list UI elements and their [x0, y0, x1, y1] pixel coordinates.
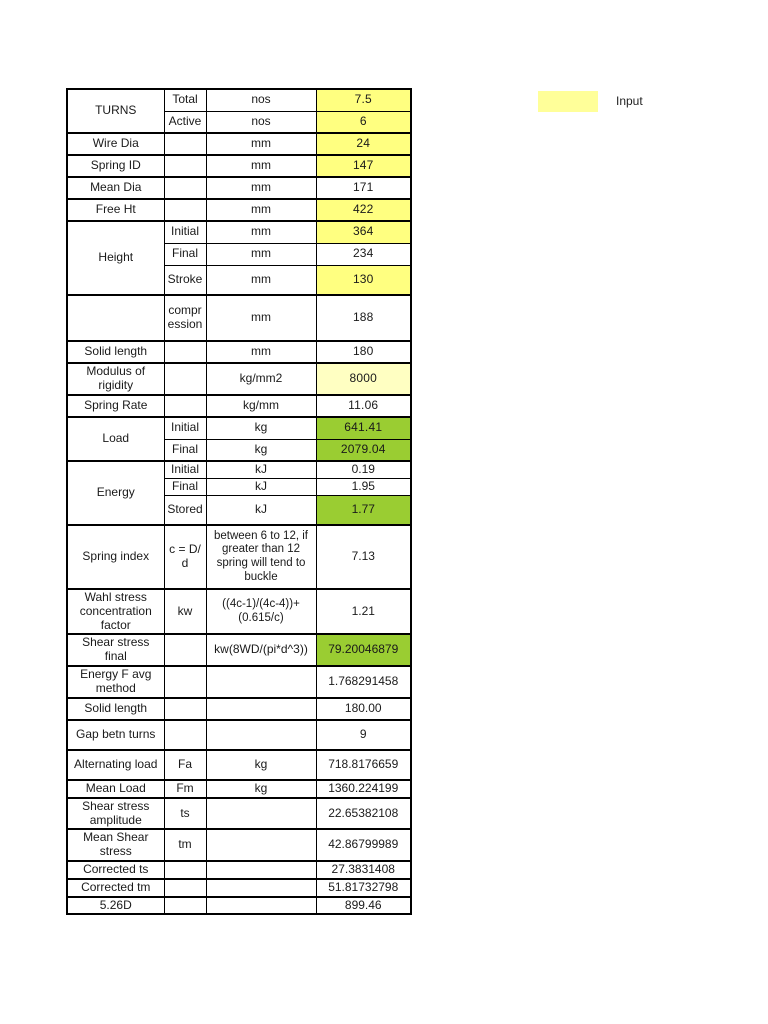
- table-row: [67, 89, 411, 111]
- table-row: [67, 295, 411, 341]
- table-row: [67, 525, 411, 589]
- value-cell: 718.8176659: [316, 750, 411, 780]
- value-cell: 42.86799989: [316, 829, 411, 861]
- parameter-cell: Height: [67, 221, 164, 295]
- table-row: [67, 363, 411, 395]
- symbol-cell: compression: [164, 295, 206, 341]
- value-cell: 9: [316, 720, 411, 750]
- table-row: [67, 879, 411, 897]
- value-cell: 7.13: [316, 525, 411, 589]
- unit-cell: nos: [206, 89, 316, 111]
- table-row: [67, 589, 411, 634]
- value-cell: 147: [316, 155, 411, 177]
- parameter-cell: Wire Dia: [67, 133, 164, 155]
- table-row: [67, 861, 411, 879]
- value-cell: 1.768291458: [316, 666, 411, 698]
- table-row: [67, 155, 411, 177]
- symbol-cell: [164, 199, 206, 221]
- parameter-cell: Wahl stress concentration factor: [67, 589, 164, 634]
- value-cell: 1360.224199: [316, 780, 411, 798]
- table-row: [67, 133, 411, 155]
- table-row: [67, 750, 411, 780]
- unit-cell: mm: [206, 295, 316, 341]
- value-cell: 8000: [316, 363, 411, 395]
- value-cell: 27.3831408: [316, 861, 411, 879]
- spring-calculation-table: [66, 88, 412, 915]
- symbol-cell: [164, 698, 206, 720]
- parameter-cell: Modulus of rigidity: [67, 363, 164, 395]
- symbol-cell: Initial: [164, 221, 206, 243]
- unit-cell: kg/mm2: [206, 363, 316, 395]
- value-cell: 899.46: [316, 897, 411, 915]
- table-row: [67, 461, 411, 478]
- unit-cell: mm: [206, 133, 316, 155]
- table-row: [67, 417, 411, 439]
- symbol-cell: Initial: [164, 461, 206, 478]
- value-cell: 171: [316, 177, 411, 199]
- symbol-cell: Initial: [164, 417, 206, 439]
- symbol-cell: Active: [164, 111, 206, 133]
- symbol-cell: [164, 720, 206, 750]
- table-row: [67, 177, 411, 199]
- symbol-cell: Stored: [164, 495, 206, 525]
- value-cell: 51.81732798: [316, 879, 411, 897]
- table-row: [67, 798, 411, 830]
- parameter-cell: Spring Rate: [67, 395, 164, 417]
- parameter-cell: Free Ht: [67, 199, 164, 221]
- parameter-cell: [67, 295, 164, 341]
- table-row: [67, 780, 411, 798]
- table-row: [67, 634, 411, 666]
- parameter-cell: Spring index: [67, 525, 164, 589]
- symbol-cell: [164, 395, 206, 417]
- unit-cell: kJ: [206, 495, 316, 525]
- value-cell: 234: [316, 243, 411, 265]
- unit-cell: kJ: [206, 478, 316, 495]
- symbol-cell: c = D/d: [164, 525, 206, 589]
- symbol-cell: Final: [164, 439, 206, 461]
- parameter-cell: Gap betn turns: [67, 720, 164, 750]
- parameter-cell: Solid length: [67, 698, 164, 720]
- unit-cell: [206, 720, 316, 750]
- symbol-cell: [164, 879, 206, 897]
- input-color-swatch: [538, 91, 598, 112]
- value-cell: 180.00: [316, 698, 411, 720]
- value-cell: 6: [316, 111, 411, 133]
- parameter-cell: Energy F avg method: [67, 666, 164, 698]
- value-cell: 641.41: [316, 417, 411, 439]
- unit-cell: kg: [206, 780, 316, 798]
- unit-cell: kg: [206, 750, 316, 780]
- parameter-cell: Load: [67, 417, 164, 461]
- symbol-cell: Final: [164, 243, 206, 265]
- unit-cell: between 6 to 12, if greater than 12 spring will tend to buckle: [206, 525, 316, 589]
- value-cell: 7.5: [316, 89, 411, 111]
- value-cell: 1.77: [316, 495, 411, 525]
- symbol-cell: [164, 363, 206, 395]
- symbol-cell: Stroke: [164, 265, 206, 295]
- value-cell: 11.06: [316, 395, 411, 417]
- symbol-cell: kw: [164, 589, 206, 634]
- value-cell: 1.21: [316, 589, 411, 634]
- value-cell: 0.19: [316, 461, 411, 478]
- table-row: [67, 829, 411, 861]
- table-row: [67, 221, 411, 243]
- unit-cell: nos: [206, 111, 316, 133]
- unit-cell: mm: [206, 243, 316, 265]
- unit-cell: mm: [206, 177, 316, 199]
- symbol-cell: [164, 133, 206, 155]
- legend-label: Input: [616, 94, 643, 108]
- symbol-cell: [164, 634, 206, 666]
- value-cell: 188: [316, 295, 411, 341]
- value-cell: 180: [316, 341, 411, 363]
- value-cell: 24: [316, 133, 411, 155]
- symbol-cell: Final: [164, 478, 206, 495]
- table-row: [67, 698, 411, 720]
- parameter-cell: Mean Load: [67, 780, 164, 798]
- symbol-cell: Fm: [164, 780, 206, 798]
- unit-cell: [206, 798, 316, 830]
- table-row: [67, 395, 411, 417]
- value-cell: 79.20046879: [316, 634, 411, 666]
- parameter-cell: 5.26D: [67, 897, 164, 915]
- symbol-cell: Fa: [164, 750, 206, 780]
- unit-cell: mm: [206, 341, 316, 363]
- unit-cell: [206, 861, 316, 879]
- table-row: [67, 199, 411, 221]
- symbol-cell: tm: [164, 829, 206, 861]
- value-cell: 422: [316, 199, 411, 221]
- table-row: [67, 897, 411, 915]
- unit-cell: mm: [206, 221, 316, 243]
- symbol-cell: [164, 177, 206, 199]
- unit-cell: [206, 829, 316, 861]
- unit-cell: mm: [206, 265, 316, 295]
- unit-cell: kJ: [206, 461, 316, 478]
- unit-cell: kg/mm: [206, 395, 316, 417]
- symbol-cell: [164, 861, 206, 879]
- table-row: [67, 666, 411, 698]
- unit-cell: [206, 698, 316, 720]
- parameter-cell: Shear stress final: [67, 634, 164, 666]
- symbol-cell: Total: [164, 89, 206, 111]
- unit-cell: mm: [206, 155, 316, 177]
- parameter-cell: Solid length: [67, 341, 164, 363]
- unit-cell: [206, 879, 316, 897]
- value-cell: 1.95: [316, 478, 411, 495]
- legend: [538, 90, 643, 112]
- table-row: [67, 341, 411, 363]
- parameter-cell: Corrected ts: [67, 861, 164, 879]
- unit-cell: kw(8WD/(pi*d^3)): [206, 634, 316, 666]
- parameter-cell: Mean Shear stress: [67, 829, 164, 861]
- unit-cell: kg: [206, 439, 316, 461]
- unit-cell: [206, 666, 316, 698]
- parameter-cell: Shear stress amplitude: [67, 798, 164, 830]
- unit-cell: ((4c-1)/(4c-4))+(0.615/c): [206, 589, 316, 634]
- parameter-cell: Energy: [67, 461, 164, 525]
- unit-cell: [206, 897, 316, 915]
- parameter-cell: Corrected tm: [67, 879, 164, 897]
- symbol-cell: ts: [164, 798, 206, 830]
- parameter-cell: Spring ID: [67, 155, 164, 177]
- symbol-cell: [164, 666, 206, 698]
- parameter-cell: Alternating load: [67, 750, 164, 780]
- unit-cell: kg: [206, 417, 316, 439]
- unit-cell: mm: [206, 199, 316, 221]
- table-row: [67, 720, 411, 750]
- symbol-cell: [164, 897, 206, 915]
- symbol-cell: [164, 341, 206, 363]
- value-cell: 22.65382108: [316, 798, 411, 830]
- parameter-cell: TURNS: [67, 89, 164, 133]
- value-cell: 130: [316, 265, 411, 295]
- symbol-cell: [164, 155, 206, 177]
- value-cell: 2079.04: [316, 439, 411, 461]
- value-cell: 364: [316, 221, 411, 243]
- parameter-cell: Mean Dia: [67, 177, 164, 199]
